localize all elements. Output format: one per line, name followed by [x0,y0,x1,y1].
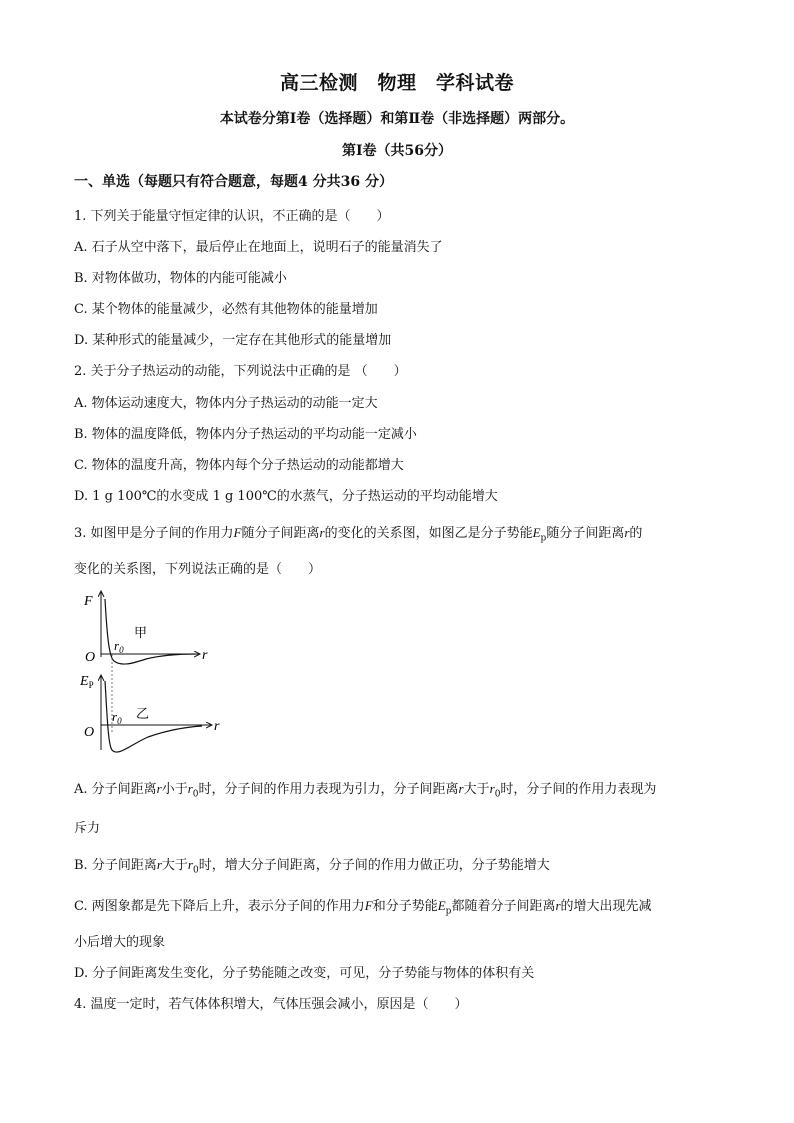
q2-option-d: D. 1 g 100℃的水变成 1 g 100℃的水蒸气，分子热运动的平均动能增大 [74,489,498,504]
q1-stem: 1. 下列关于能量守恒定律的认识，不正确的是（ ） [74,209,390,224]
bottom-y-label: $E_P$ [80,674,94,690]
bottom-origin-label: O [84,725,95,740]
part-heading: 第Ⅰ卷（共56分） [341,143,453,159]
top-x-label: r [202,648,208,663]
q3-option-c: C. 两图象都是先下降后上升，表示分子间的作用力F和分子势能$E_p$都随着分子间距离r的增大出现先减 [74,898,652,917]
q2-stem: 2. 关于分子热运动的动能，下列说法中正确的是 （ ） [74,364,407,379]
exam-title: 高三检测 物理 学科试卷 [279,72,514,94]
q1-option-b: B. 对物体做功，物体的内能可能减小 [74,271,287,286]
top-r0-label: $r_0$ [114,638,124,655]
q1-option-c: C. 某个物体的能量减少，必然有其他物体的能量增加 [74,302,378,317]
q3-option-b: B. 分子间距离r大于$r_0$时，增大分子间距离，分子间的作用力做正功，分子势能增大 [74,857,550,876]
q2-option-b: B. 物体的温度降低，物体内分子热运动的平均动能一定减小 [74,427,417,442]
q3-stem-line1: 3. 如图甲是分子间的作用力F随分子间距离r的变化的关系图，如图乙是分子势能$E_p$随分子间距离r的 [74,525,643,544]
bottom-graph-name: 乙 [136,706,150,721]
q3-figure [74,585,234,765]
q2-option-c: C. 物体的温度升高，物体内每个分子热运动的动能都增大 [74,458,404,473]
q2-option-a: A. 物体运动速度大，物体内分子热运动的动能一定大 [74,396,378,411]
top-origin-label: O [85,650,96,665]
q1-option-a: A. 石子从空中落下，最后停止在地面上，说明石子的能量消失了 [74,240,443,255]
q3-option-a: A. 分子间距离r小于$r_0$时，分子间的作用力表现为引力，分子间距离r大于$r_0$时，分子间的作用力表现为 [74,781,657,800]
q1-option-d: D. 某种形式的能量减少，一定存在其他形式的能量增加 [74,333,392,348]
bottom-r0-label: $r_0$ [112,709,122,726]
q3-option-c-line2: 小后增大的现象 [74,935,166,950]
q4-stem: 4. 温度一定时，若气体体积增大，气体压强会减小，原因是（ ） [74,997,468,1012]
q3-option-a-line2: 斥力 [74,821,101,836]
exam-subtitle: 本试卷分第Ⅰ卷（选择题）和第Ⅱ卷（非选择题）两部分。 [219,111,575,127]
section-heading: 一、单选（每题只有符合题意，每题4 分共36 分） [74,174,393,190]
q3-option-d: D. 分子间距离发生变化，分子势能随之改变，可见，分子势能与物体的体积有关 [74,966,535,981]
q3-stem-line2: 变化的关系图，下列说法正确的是（ ） [74,562,322,577]
bottom-x-label: r [214,719,220,734]
top-graph-name: 甲 [134,625,148,640]
top-y-label: F [84,594,93,609]
